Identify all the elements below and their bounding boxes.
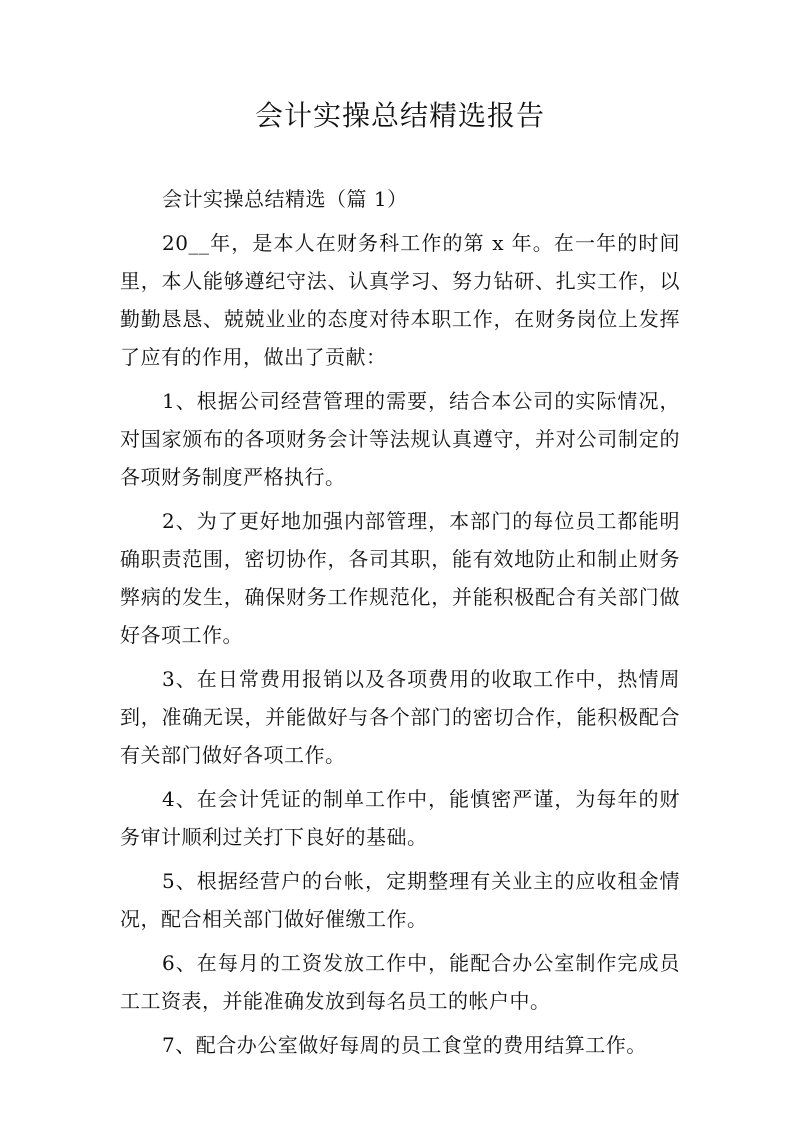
- paragraph-item-5: 5、根据经营户的台帐，定期整理有关业主的应收租金情况，配合相关部门做好催缴工作。: [120, 869, 680, 931]
- paragraph-intro: 20__年，是本人在财务科工作的第 x 年。在一年的时间里，本人能够遵纪守法、认真学习、努力钻研、扎实工作，以勤勤恳恳、兢兢业业的态度对待本职工作，在财务岗位上发挥了应有的作用，做出了贡献：: [120, 231, 680, 369]
- document-title: 会计实操总结精选报告: [254, 99, 545, 132]
- paragraph-item-7: 7、配合办公室做好每周的员工食堂的费用结算工作。: [162, 1033, 647, 1057]
- paragraph-item-6: 6、在每月的工资发放工作中，能配合办公室制作完成员工工资表，并能准确发放到每名员工的帐户中。: [120, 951, 680, 1013]
- paragraph-item-1: 1、根据公司经营管理的需要，结合本公司的实际情况，对国家颁布的各项财务会计等法规认真遵守，并对公司制定的各项财务制度严格执行。: [120, 389, 680, 489]
- document-body: [120, 180, 680, 1070]
- section-title: 会计实操总结精选（篇 1）: [162, 187, 408, 211]
- paragraph-item-4: 4、在会计凭证的制单工作中，能慎密严谨，为每年的财务审计顺利过关打下良好的基础。: [120, 787, 680, 849]
- paragraph-item-3: 3、在日常费用报销以及各项费用的收取工作中，热情周到，准确无误，并能做好与各个部门的密切合作，能积极配合有关部门做好各项工作。: [120, 667, 680, 767]
- paragraph-item-2: 2、为了更好地加强内部管理，本部门的每位员工都能明确职责范围，密切协作，各司其职，能有效地防止和制止财务弊病的发生，确保财务工作规范化，并能积极配合有关部门做好各项工作。: [120, 509, 680, 647]
